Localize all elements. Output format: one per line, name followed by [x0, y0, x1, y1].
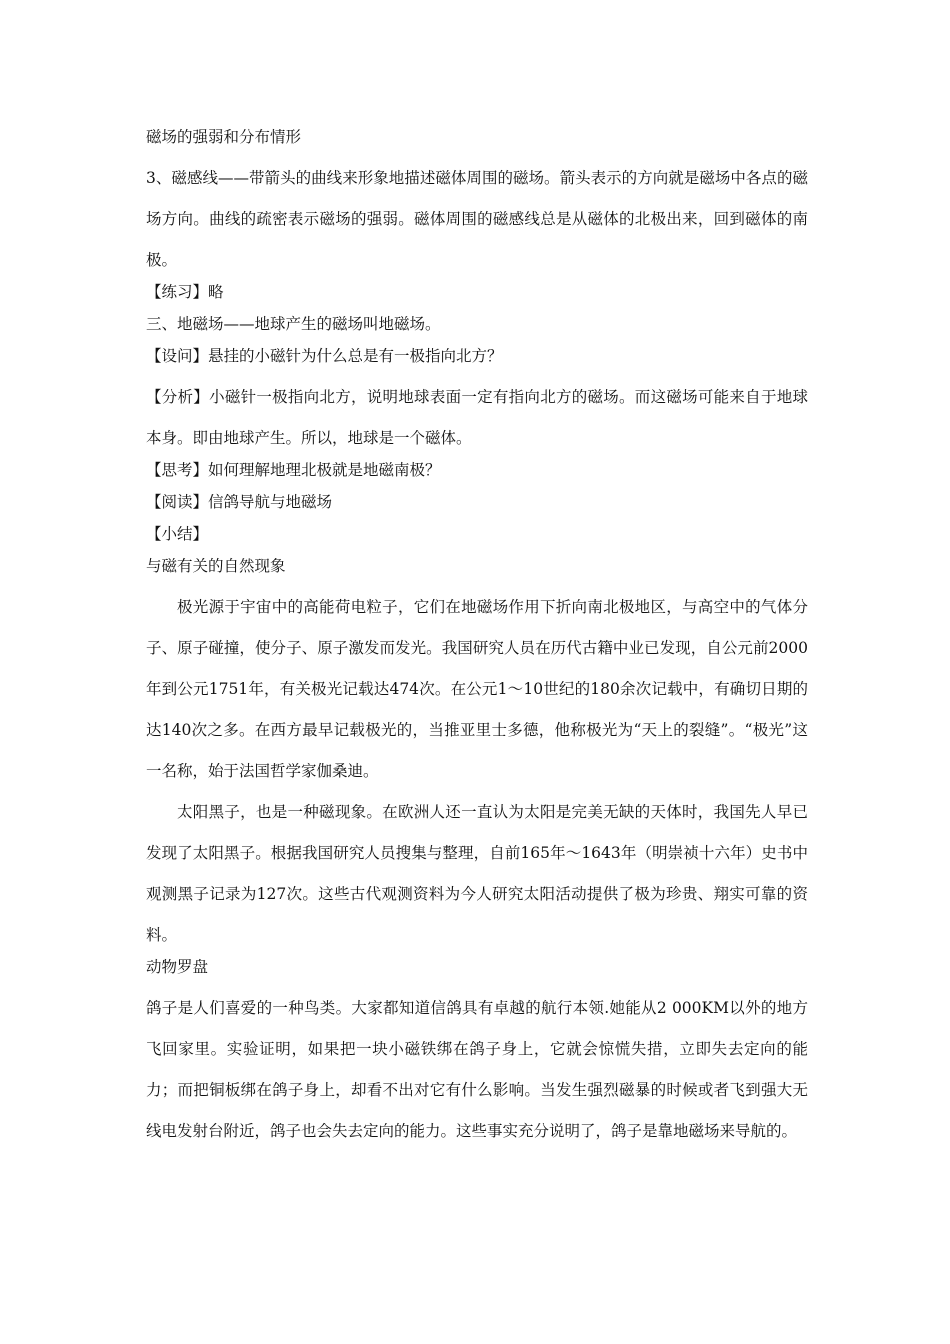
- paragraph: 【分析】小磁针一极指向北方，说明地球表面一定有指向北方的磁场。而这磁场可能来自于地球本身。即由地球产生。所以，地球是一个磁体。: [146, 388, 808, 447]
- paragraph: 3、磁感线——带箭头的曲线来形象地描述磁体周围的磁场。箭头表示的方向就是磁场中各点的磁场方向。曲线的疏密表示磁场的强弱。磁体周围的磁感线总是从磁体的北极出来，回到磁体的南极。: [146, 169, 808, 269]
- paragraph: 鸽子是人们喜爱的一种鸟类。大家都知道信鸽具有卓越的航行本领.她能从2 000KM以外的地方飞回家里。实验证明，如果把一块小磁铁绑在鸽子身上，它就会惊慌失措，立即失去定向的能力；而把铜板绑在鸽子身上，却看不出对它有什么影响。当发生强烈磁暴的时候或者飞到强大无线电发射台附近，鸽子也会失去定向的能力。这些事实充分说明了，鸽子是靠地磁场来导航的。: [146, 999, 808, 1140]
- text-line: 磁场的强弱和分布情形: [146, 128, 302, 146]
- text-line: 【小结】: [146, 525, 209, 543]
- section-heading: 与磁有关的自然现象: [146, 557, 286, 575]
- text-line: 【练习】略: [146, 283, 224, 301]
- text-line: 【阅读】信鸽导航与地磁场: [146, 493, 333, 511]
- section-heading: 动物罗盘: [146, 958, 209, 976]
- text-line: 【思考】如何理解地理北极就是地磁南极？: [146, 461, 441, 479]
- paragraph: 太阳黑子，也是一种磁现象。在欧洲人还一直认为太阳是完美无缺的天体时，我国先人早已发现了太阳黑子。根据我国研究人员搜集与整理，自前165年～1643年（明崇祯十六年）史书中观测黑子记录为127次。这些古代观测资料为今人研究太阳活动提供了极为珍贵、翔实可靠的资料。: [146, 803, 808, 944]
- text-line: 【设问】悬挂的小磁针为什么总是有一极指向北方？: [146, 347, 503, 365]
- paragraph: 极光源于宇宙中的高能荷电粒子，它们在地磁场作用下折向南北极地区，与高空中的气体分子、原子碰撞，使分子、原子激发而发光。我国研究人员在历代古籍中业已发现，自公元前2000年到公元1751年，有关极光记载达474次。在公元1～10世纪的180余次记载中，有确切日期的达140次之多。在西方最早记载极光的，当推亚里士多德，他称极光为“天上的裂缝”。“极光”这一名称，始于法国哲学家伽桑迪。: [146, 598, 808, 780]
- document-body: [146, 126, 808, 1152]
- text-line: 三、地磁场——地球产生的磁场叫地磁场。: [146, 315, 441, 333]
